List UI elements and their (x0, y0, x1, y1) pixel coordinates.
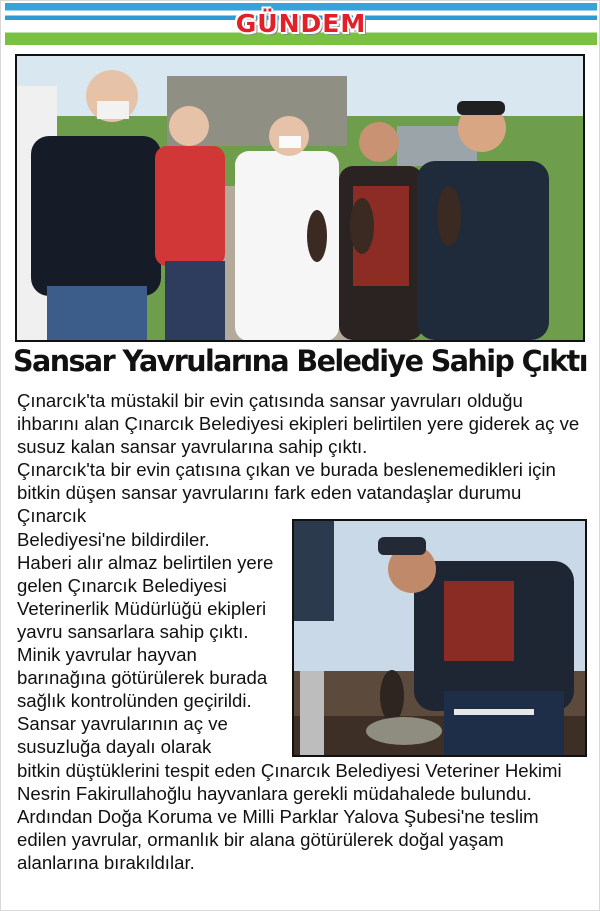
paragraph: Belediyesi'ne bildirdiler. (17, 528, 210, 550)
paragraph: Çınarcık'ta müstakil bir evin çatısında sansar yavruları olduğu ihbarını alan Çınarcık Belediyesi ekipleri belirtilen yere giderek aç ve susuz kalan sansar yavrularına sahip çıktı. (17, 390, 580, 458)
paragraph: bitkin düştüklerini tespit eden Çınarcık Belediyesi Veteriner Hekimi Nesrin Fakirullahoğlu hayvanlara gerekli müdahalede bulundu. Ardından Doğa Koruma ve Milli Parklar Yalova Şubesi'ne teslim edilen yavrular, ormanlık bir alana götürülerek doğal yaşam alanlarına bırakıldılar. (17, 759, 562, 873)
paragraph-text: Çınarcık'ta bir evin çatısına çıkan ve burada beslenemedikleri için bitkin düşen sansar yavrularını fark eden vatandaşlar durumu Çınarcık (17, 459, 556, 527)
paragraph: Haberi alır almaz belirtilen yere gelen Çınarcık Belediyesi Veterinerlik Müdürlüğü ekipleri yavru sansarlara sahip çıktı. Minik yavrular hayvan barınağına götürülerek burada sağlık kontrolünden geçirildi. (17, 551, 274, 712)
article-headline: Sansar Yavrularına Belediye Sahip Çıktı (13, 344, 587, 378)
section-title: GÜNDEM (235, 9, 367, 38)
section-header-band (5, 3, 597, 45)
paragraph (17, 458, 587, 527)
inset-photo (292, 519, 587, 757)
paragraph: Sansar yavrularının aç ve susuzluğa dayalı olarak (17, 713, 228, 758)
main-photo (15, 54, 585, 342)
